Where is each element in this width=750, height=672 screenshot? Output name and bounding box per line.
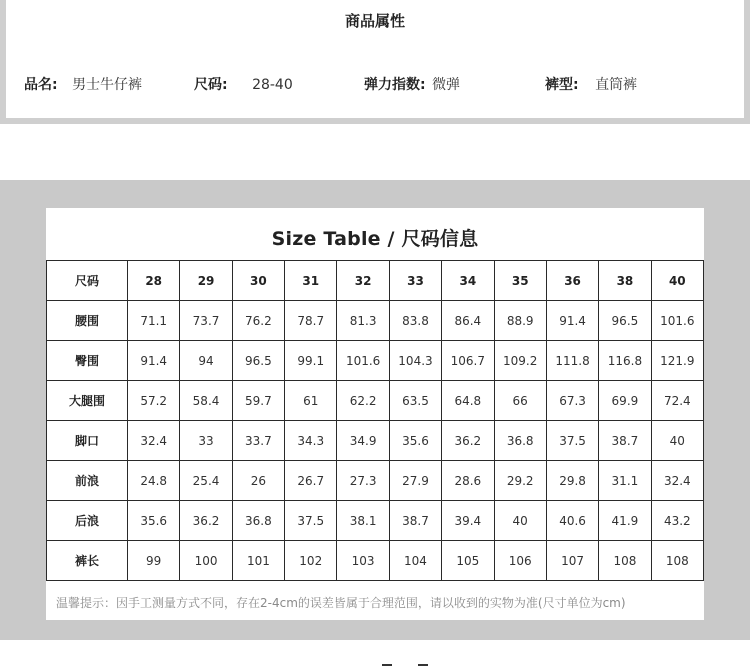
size-header-row xyxy=(47,261,704,301)
table-cell: 101 xyxy=(232,541,284,581)
size-header-cell: 34 xyxy=(442,261,494,301)
attributes-row xyxy=(6,74,744,94)
table-cell: 86.4 xyxy=(442,301,494,341)
table-cell: 108 xyxy=(651,541,703,581)
attributes-title: 商品属性 xyxy=(344,12,405,30)
table-cell: 67.3 xyxy=(546,381,598,421)
table-cell: 101.6 xyxy=(651,301,703,341)
attr-value: 28-40 xyxy=(252,77,293,93)
table-cell: 59.7 xyxy=(232,381,284,421)
table-cell: 91.4 xyxy=(546,301,598,341)
attributes-frame xyxy=(0,0,750,124)
table-cell: 99.1 xyxy=(285,341,337,381)
table-cell: 94 xyxy=(180,341,232,381)
row-label: 脚口 xyxy=(47,421,128,461)
table-cell: 116.8 xyxy=(599,341,651,381)
table-cell: 63.5 xyxy=(389,381,441,421)
table-cell: 81.3 xyxy=(337,301,389,341)
attr-stretch xyxy=(364,74,460,94)
table-cell: 121.9 xyxy=(651,341,703,381)
attr-size-range xyxy=(194,74,293,94)
table-cell: 69.9 xyxy=(599,381,651,421)
table-cell: 78.7 xyxy=(285,301,337,341)
table-cell: 38.7 xyxy=(599,421,651,461)
row-label: 大腿围 xyxy=(47,381,128,421)
table-cell: 36.2 xyxy=(180,501,232,541)
table-cell: 107 xyxy=(546,541,598,581)
table-cell: 43.2 xyxy=(651,501,703,541)
table-cell: 88.9 xyxy=(494,301,546,341)
size-header-cell: 32 xyxy=(337,261,389,301)
table-cell: 37.5 xyxy=(285,501,337,541)
row-label: 臀围 xyxy=(47,341,128,381)
table-cell: 29.8 xyxy=(546,461,598,501)
size-header-cell: 31 xyxy=(285,261,337,301)
table-cell: 101.6 xyxy=(337,341,389,381)
table-row xyxy=(47,301,704,341)
next-section-title-fragment xyxy=(360,664,440,672)
size-header-label: 尺码 xyxy=(47,261,128,301)
table-cell: 83.8 xyxy=(389,301,441,341)
attr-label: 尺码: xyxy=(194,77,228,93)
table-cell: 57.2 xyxy=(128,381,180,421)
attr-product-name xyxy=(24,74,142,94)
table-cell: 26.7 xyxy=(285,461,337,501)
table-cell: 33 xyxy=(180,421,232,461)
table-cell: 106 xyxy=(494,541,546,581)
table-cell: 61 xyxy=(285,381,337,421)
table-cell: 27.9 xyxy=(389,461,441,501)
table-cell: 103 xyxy=(337,541,389,581)
table-cell: 106.7 xyxy=(442,341,494,381)
table-cell: 34.9 xyxy=(337,421,389,461)
table-cell: 36.8 xyxy=(494,421,546,461)
attr-label: 裤型: xyxy=(545,77,579,93)
table-cell: 37.5 xyxy=(546,421,598,461)
table-cell: 41.9 xyxy=(599,501,651,541)
size-table xyxy=(46,260,704,581)
attr-fit xyxy=(545,74,637,94)
table-cell: 76.2 xyxy=(232,301,284,341)
size-header-cell: 28 xyxy=(128,261,180,301)
table-cell: 66 xyxy=(494,381,546,421)
table-cell: 32.4 xyxy=(128,421,180,461)
table-row xyxy=(47,341,704,381)
size-header-cell: 30 xyxy=(232,261,284,301)
table-cell: 36.8 xyxy=(232,501,284,541)
table-cell: 28.6 xyxy=(442,461,494,501)
table-cell: 27.3 xyxy=(337,461,389,501)
table-cell: 108 xyxy=(599,541,651,581)
table-cell: 36.2 xyxy=(442,421,494,461)
attr-label: 弹力指数: xyxy=(364,77,426,93)
size-table-card xyxy=(46,208,704,620)
row-label: 腰围 xyxy=(47,301,128,341)
table-cell: 96.5 xyxy=(232,341,284,381)
row-label: 裤长 xyxy=(47,541,128,581)
table-cell: 100 xyxy=(180,541,232,581)
size-table-title: Size Table / 尺码信息 xyxy=(271,228,479,250)
table-cell: 39.4 xyxy=(442,501,494,541)
table-cell: 32.4 xyxy=(651,461,703,501)
table-cell: 25.4 xyxy=(180,461,232,501)
size-header-cell: 38 xyxy=(599,261,651,301)
table-cell: 40 xyxy=(651,421,703,461)
table-cell: 102 xyxy=(285,541,337,581)
size-header-cell: 33 xyxy=(389,261,441,301)
row-label: 后浪 xyxy=(47,501,128,541)
table-cell: 26 xyxy=(232,461,284,501)
attr-value: 微弹 xyxy=(432,77,461,93)
table-cell: 105 xyxy=(442,541,494,581)
attr-label: 品名: xyxy=(24,77,58,93)
table-cell: 96.5 xyxy=(599,301,651,341)
table-cell: 38.7 xyxy=(389,501,441,541)
attr-value: 直筒裤 xyxy=(595,77,638,93)
table-cell: 64.8 xyxy=(442,381,494,421)
table-cell: 35.6 xyxy=(128,501,180,541)
table-row xyxy=(47,461,704,501)
table-row xyxy=(47,381,704,421)
table-cell: 71.1 xyxy=(128,301,180,341)
size-header-cell: 40 xyxy=(651,261,703,301)
size-header-cell: 29 xyxy=(180,261,232,301)
table-row xyxy=(47,541,704,581)
size-note: 温馨提示：因手工测量方式不同，存在2-4cm的误差皆属于合理范围，请以收到的实物为准(尺寸单位为cm) xyxy=(56,596,626,610)
table-cell: 73.7 xyxy=(180,301,232,341)
table-cell: 99 xyxy=(128,541,180,581)
table-cell: 29.2 xyxy=(494,461,546,501)
table-cell: 31.1 xyxy=(599,461,651,501)
attributes-card xyxy=(6,0,744,118)
table-cell: 40 xyxy=(494,501,546,541)
table-cell: 38.1 xyxy=(337,501,389,541)
table-cell: 33.7 xyxy=(232,421,284,461)
table-cell: 111.8 xyxy=(546,341,598,381)
table-cell: 35.6 xyxy=(389,421,441,461)
table-cell: 91.4 xyxy=(128,341,180,381)
table-cell: 104 xyxy=(389,541,441,581)
table-cell: 109.2 xyxy=(494,341,546,381)
table-cell: 24.8 xyxy=(128,461,180,501)
attr-value: 男士牛仔裤 xyxy=(72,77,143,93)
table-cell: 34.3 xyxy=(285,421,337,461)
table-cell: 72.4 xyxy=(651,381,703,421)
table-row xyxy=(47,501,704,541)
table-cell: 104.3 xyxy=(389,341,441,381)
table-cell: 62.2 xyxy=(337,381,389,421)
size-header-cell: 36 xyxy=(546,261,598,301)
table-cell: 58.4 xyxy=(180,381,232,421)
size-header-cell: 35 xyxy=(494,261,546,301)
table-row xyxy=(47,421,704,461)
table-cell: 40.6 xyxy=(546,501,598,541)
row-label: 前浪 xyxy=(47,461,128,501)
